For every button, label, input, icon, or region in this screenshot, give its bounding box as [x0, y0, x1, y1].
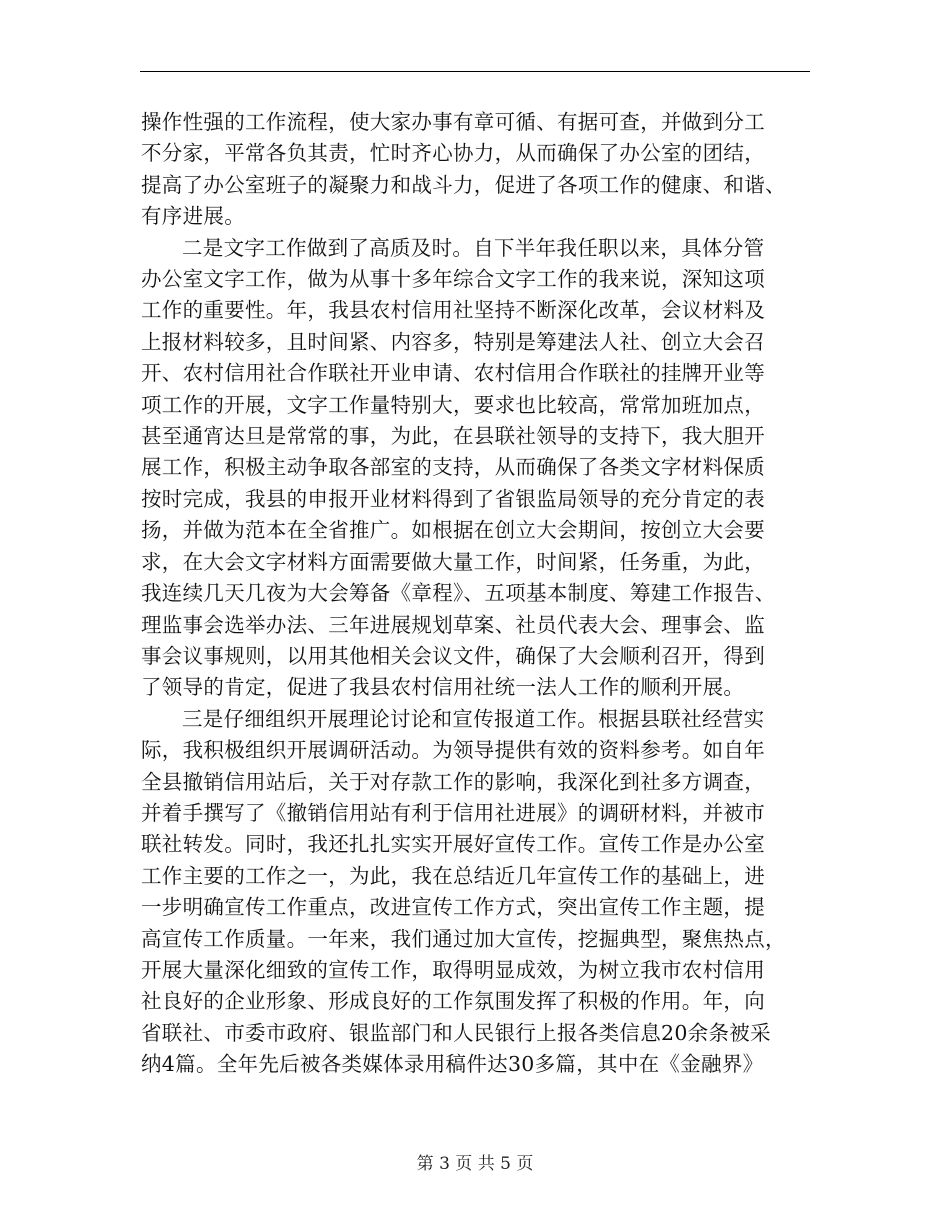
- text-line: 一步明确宣传工作重点，改进宣传工作方式，突出宣传工作主题，提: [141, 895, 765, 920]
- page-number: 第 3 页 共 5 页: [416, 1154, 534, 1174]
- text-line: 办公室文字工作，做为从事十多年综合文字工作的我来说，深知这项: [141, 267, 765, 292]
- header-rule: [140, 71, 810, 72]
- text-line: 省联社、市委市政府、银监部门和人民银行上报各类信息20余条被采: [141, 1020, 771, 1045]
- text-line: 开、农村信用社合作联社开业申请、农村信用合作联社的挂牌开业等: [141, 361, 765, 386]
- text-line: 我连续几天几夜为大会筹备《章程》、五项基本制度、筹建工作报告、: [141, 581, 776, 606]
- text-line: 求，在大会文字材料方面需要做大量工作，时间紧，任务重，为此，: [141, 549, 765, 574]
- text-line: 操作性强的工作流程，使大家办事有章可循、有据可查，并做到分工: [141, 110, 765, 134]
- text-line: 高宣传工作质量。一年来，我们通过加大宣传，挖掘典型，聚焦热点，: [141, 926, 786, 951]
- text-line: 项工作的开展，文字工作量特别大，要求也比较高，常常加班加点，: [141, 392, 765, 417]
- text-line: 不分家，平常各负其责，忙时齐心协力，从而确保了办公室的团结，: [141, 141, 765, 166]
- text-line: 提高了办公室班子的凝聚力和战斗力，促进了各项工作的健康、和谐、: [141, 172, 786, 197]
- text-line: 纳4篇。全年先后被各类媒体录用稿件达30多篇，其中在《金融界》: [141, 1052, 764, 1077]
- paragraph-start-line: 二是文字工作做到了高质及时。自下半年我任职以来，具体分管: [182, 235, 765, 260]
- text-line: 按时完成，我县的申报开业材料得到了省银监局领导的充分肯定的表: [141, 486, 765, 511]
- text-line: 并着手撰写了《撤销信用站有利于信用社进展》的调研材料，并被市: [141, 800, 765, 825]
- paragraph-start-line: 三是仔细组织开展理论讨论和宣传报道工作。根据县联社经营实: [182, 706, 765, 731]
- text-line: 联社转发。同时，我还扎扎实实开展好宣传工作。宣传工作是办公室: [141, 832, 765, 857]
- text-line: 工作主要的工作之一，为此，我在总结近几年宣传工作的基础上，进: [141, 863, 765, 888]
- text-line: 上报材料较多，且时间紧、内容多，特别是筹建法人社、创立大会召: [141, 329, 765, 354]
- text-line: 际，我积极组织开展调研活动。为领导提供有效的资料参考。如自年: [141, 738, 765, 763]
- text-line: 事会议事规则，以用其他相关会议文件，确保了大会顺利召开，得到: [141, 643, 765, 668]
- text-line: 社良好的企业形象、形成良好的工作氛围发挥了积极的作用。年，向: [141, 989, 765, 1014]
- page-footer: [0, 1152, 950, 1176]
- document-body: [141, 107, 813, 1081]
- text-line: 展工作，积极主动争取各部室的支持，从而确保了各类文字材料保质: [141, 455, 765, 480]
- text-line: 扬，并做为范本在全省推广。如根据在创立大会期间，按创立大会要: [141, 518, 765, 543]
- text-line: 全县撤销信用站后，关于对存款工作的影响，我深化到社多方调查，: [141, 769, 765, 794]
- text-line: 理监事会选举办法、三年进展规划草案、社员代表大会、理事会、监: [141, 612, 765, 637]
- text-line: 开展大量深化细致的宣传工作，取得明显成效，为树立我市农村信用: [141, 957, 765, 982]
- text-line: 了领导的肯定，促进了我县农村信用社统一法人工作的顺利开展。: [141, 675, 745, 700]
- text-line: 工作的重要性。年，我县农村信用社坚持不断深化改革，会议材料及: [141, 298, 765, 323]
- text-line: 甚至通宵达旦是常常的事，为此，在县联社领导的支持下，我大胆开: [141, 424, 765, 449]
- text-line: 有序进展。: [141, 204, 245, 229]
